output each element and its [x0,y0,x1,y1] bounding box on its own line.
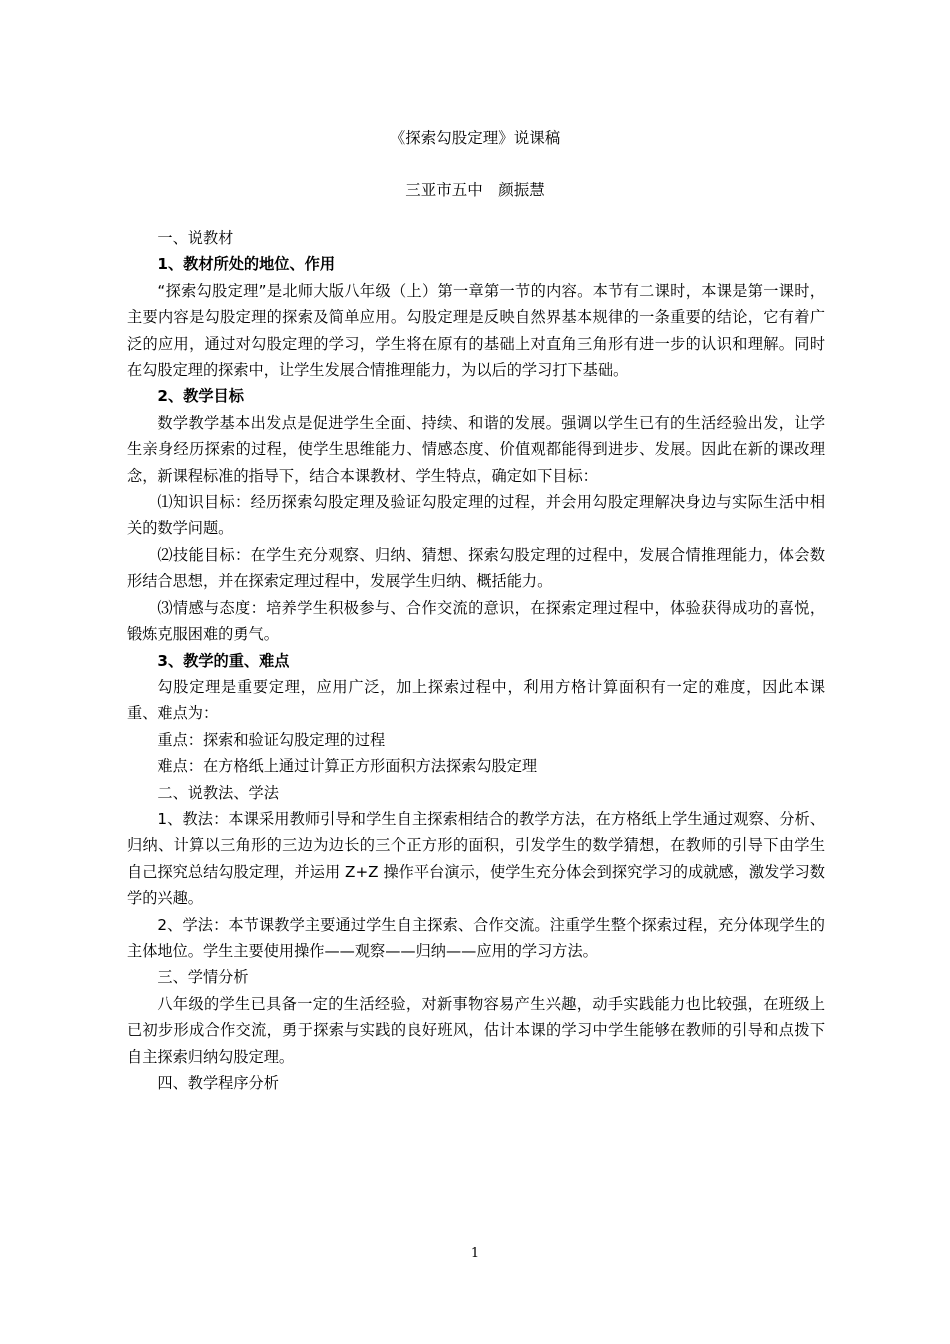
goal-knowledge: ⑴知识目标：经历探索勾股定理及验证勾股定理的过程，并会用勾股定理解决身边与实际生活中相关的数学问题。 [127,493,825,538]
section-heading-1: 一、说教材 [157,229,234,247]
teaching-method: 1、教法：本课采用教师引导和学生自主探索相结合的教学方法，在方格纸上学生通过观察、分析、归纳、计算以三角形的三边为边长的三个正方形的面积，引发学生的数学猜想，在教师的引导下由学生自己探究总结勾股定理，并运用 Z+Z 操作平台演示，使学生充分体会到探究学习的成就感，激发学习数学的兴趣。 [127,809,825,908]
goal-emotion: ⑶情感与态度：培养学生积极参与、合作交流的意识，在探索定理过程中，体验获得成功的喜悦，锻炼克服困难的勇气。 [127,598,825,644]
document-title: 《探索勾股定理》说课稿 [389,129,561,147]
paragraph: 八年级的学生已具备一定的生活经验，对新事物容易产生兴趣，动手实践能力也比较强，在班级上已初步形成合作交流，勇于探索与实践的良好班风，估计本课的学习中学生能够在教师的引导和点拨下自主探索归纳勾股定理。 [127,994,825,1066]
section-heading-2: 二、说教法、学法 [157,783,279,802]
subheading-1-1: 1、教材所处的地位、作用 [157,255,336,274]
subheading-1-3: 3、教学的重、难点 [157,651,290,670]
subheading-1-2: 2、教学目标 [157,387,244,406]
learning-method: 2、学法：本节课教学主要通过学生自主探索、合作交流。注重学生整个探索过程，充分体现学生的主体地位。学生主要使用操作——观察——归纳——应用的学习方法。 [127,915,825,960]
author-line: 三亚市五中 颜振慧 [405,181,545,199]
section-heading-3: 三、学情分析 [157,968,249,987]
page-number: 1 [470,1246,480,1261]
difficult-point: 难点：在方格纸上通过计算正方形面积方法探索勾股定理 [157,757,538,776]
section-heading-4: 四、教学程序分析 [157,1074,279,1092]
paragraph: 勾股定理是重要定理，应用广泛，加上探索过程中，利用方格计算面积有一定的难度，因此本课重、难点为： [127,677,825,723]
goal-skill: ⑵技能目标：在学生充分观察、归纳、猜想、探索勾股定理的过程中，发展合情推理能力，体会数形结合思想，并在探索定理过程中，发展学生归纳、概括能力。 [127,545,825,591]
paragraph: “探索勾股定理”是北师大版八年级（上）第一章第一节的内容。本节有二课时，本课是第一课时，主要内容是勾股定理的探索及简单应用。勾股定理是反映自然界基本规律的一条重要的结论，它有着广泛的应用，通过对勾股定理的学习，学生将在原有的基础上对直角三角形有进一步的认识和理解。同时在勾股定理的探索中，让学生发展合情推理能力，为以后的学习打下基础。 [127,281,825,380]
document-body [127,225,825,1096]
paragraph: 数学教学基本出发点是促进学生全面、持续、和谐的发展。强调以学生已有的生活经验出发，让学生亲身经历探索的过程，使学生思维能力、情感态度、价值观都能得到进步、发展。因此在新的课改理念，新课程标准的指导下，结合本课教材、学生特点，确定如下目标： [127,413,825,485]
key-point: 重点：探索和验证勾股定理的过程 [157,730,386,749]
